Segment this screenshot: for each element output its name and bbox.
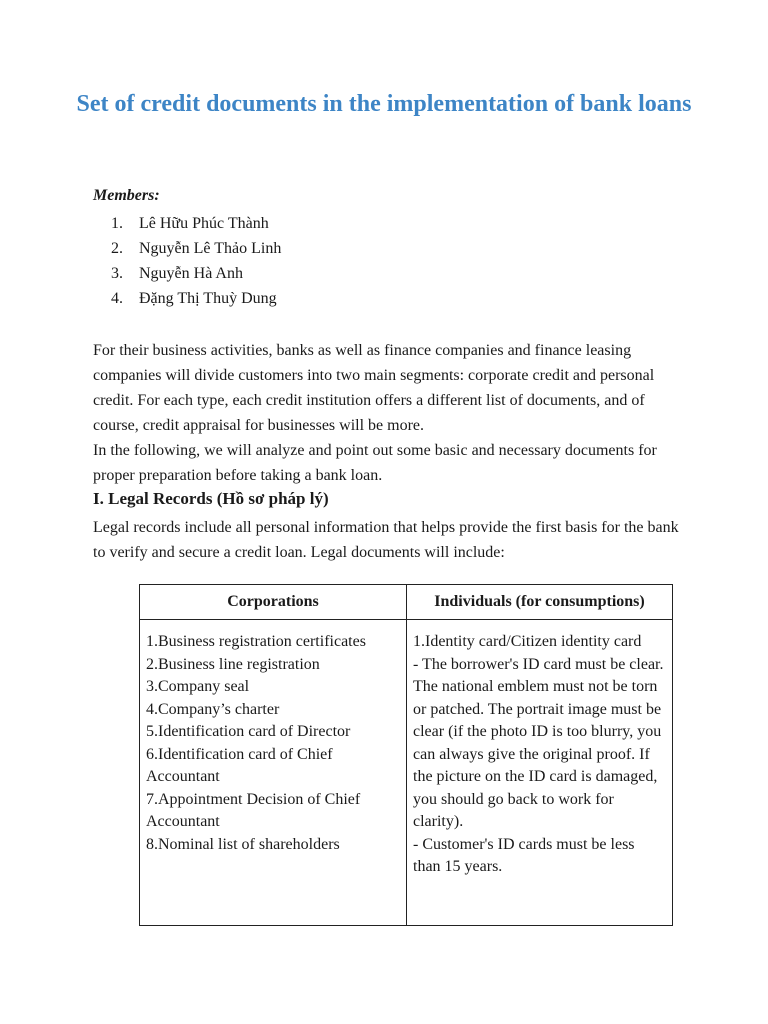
- corporation-item: 6.Identification card of Chief Accountant: [146, 745, 333, 785]
- header-individuals: Individuals (for consumptions): [407, 585, 673, 620]
- corporation-item: 1.Business registration certificates: [146, 633, 366, 650]
- legal-records-table: [139, 584, 673, 926]
- corporation-item: 7.Appointment Decision of Chief Accountant: [146, 790, 361, 830]
- document-title: Set of credit documents in the implementation of bank loans: [76, 91, 692, 117]
- corporation-item: 4.Company’s charter: [146, 700, 280, 718]
- individual-item: - Customer's ID cards must be less than 15 years.: [413, 835, 635, 875]
- individual-item: 1.Identity card/Citizen identity card: [413, 633, 642, 650]
- corporation-item: 3.Company seal: [146, 678, 250, 695]
- corporation-item: 5.Identification card of Director: [146, 723, 351, 740]
- members-label: Members:: [93, 187, 160, 204]
- section-paragraph: Legal records include all personal information that helps provide the first basis for the bank to verify and secure a credit loan. Legal documents will include:: [93, 519, 679, 561]
- intro-paragraph: For their business activities, banks as well as finance companies and finance leasing companies will divide customers into two main segments: corporate credit and personal credit. For each type, each credit institution offers a different list of documents, and of course, credit appraisal for businesses will be more. In the following, we will analyze and point out some basic and necessary documents for proper preparation before taking a bank loan.: [93, 338, 693, 488]
- members-list: [111, 211, 281, 311]
- member-item: 1. Lê Hữu Phúc Thành: [111, 215, 269, 232]
- intro-paragraph-2: In the following, we will analyze and point out some basic and necessary documents for proper preparation before taking a bank loan.: [93, 442, 657, 484]
- table-row: [140, 620, 673, 926]
- corporations-cell: [140, 620, 407, 926]
- member-item: 2. Nguyễn Lê Thảo Linh: [111, 240, 282, 257]
- member-item: 4. Đặng Thị Thuỳ Dung: [111, 290, 277, 307]
- corporation-item: 8.Nominal list of shareholders: [146, 835, 340, 853]
- table-header-row: [140, 585, 673, 620]
- corporation-item: 2.Business line registration: [146, 655, 320, 673]
- individual-item: - The borrower's ID card must be clear. The national emblem must not be torn or patched. The portrait image must be clear (if the photo ID is too blurry, you can always give the original proof. If the picture on the ID card is damaged, you should go back to work for clarity).: [413, 655, 664, 830]
- individuals-cell: [407, 620, 673, 926]
- header-corporations: Corporations: [140, 585, 407, 620]
- section-heading: I. Legal Records (Hồ sơ pháp lý): [93, 489, 329, 508]
- member-item: 3. Nguyễn Hà Anh: [111, 265, 243, 282]
